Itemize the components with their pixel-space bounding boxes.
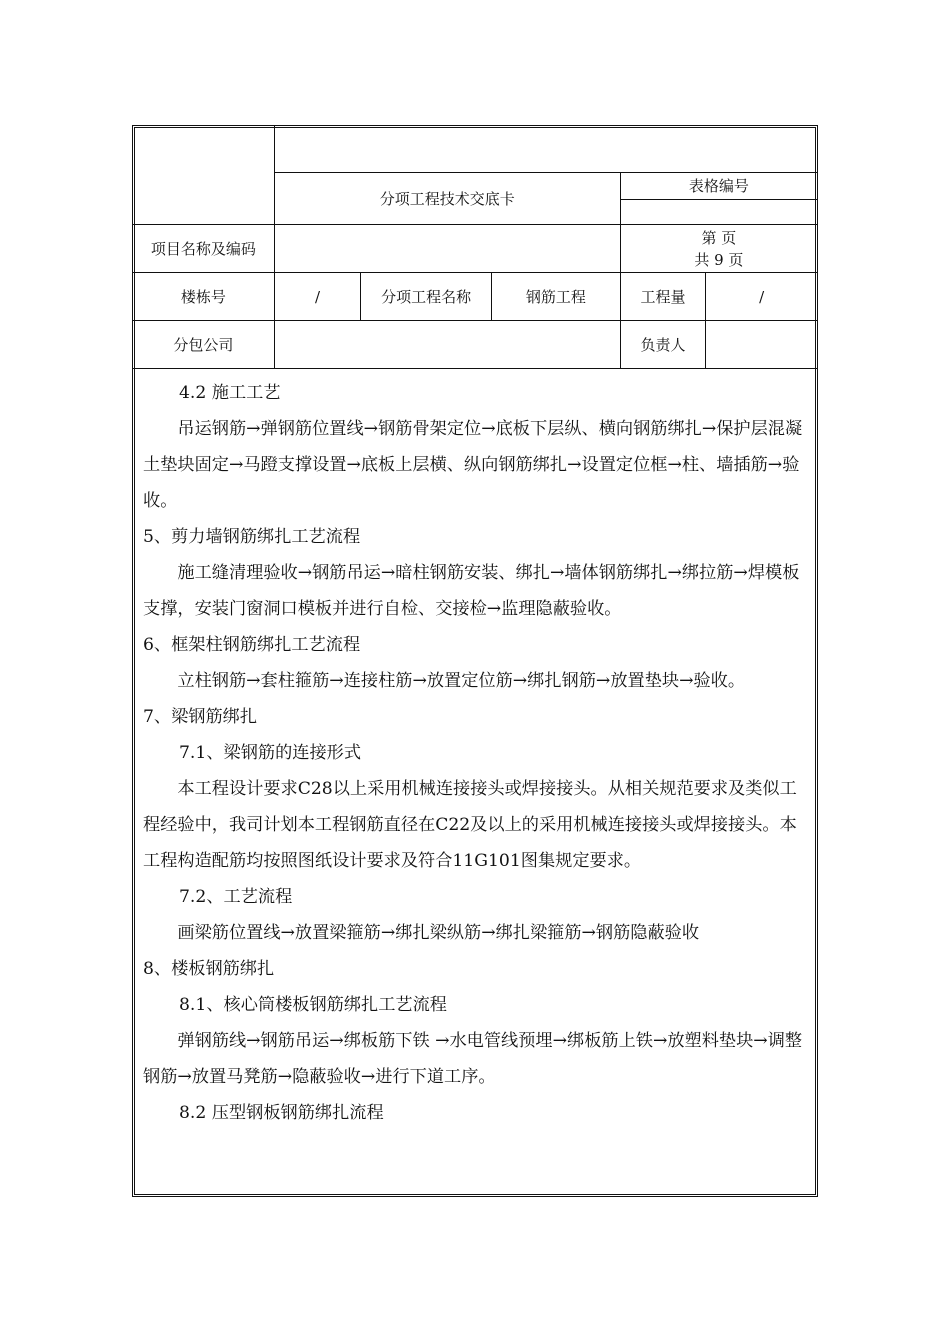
project-label: 项目名称及编码: [133, 225, 275, 273]
project-value[interactable]: [274, 225, 620, 273]
page-info: [620, 225, 817, 273]
responsible-value[interactable]: [706, 321, 818, 369]
section-heading: 8.1、核心筒楼板钢筋绑扎工艺流程: [179, 995, 447, 1015]
section-heading: 4.2 施工工艺: [179, 383, 281, 403]
body-paragraph: 立柱钢筋→套柱箍筋→连接柱筋→放置定位筋→绑扎钢筋→放置垫块→验收。: [177, 671, 746, 691]
responsible-label: 负责人: [620, 321, 705, 369]
body-paragraph: 画梁筋位置线→放置梁箍筋→绑扎梁纵筋→绑扎梁箍筋→钢筋隐蔽验收: [177, 923, 700, 943]
quantity-value[interactable]: /: [706, 273, 818, 321]
section-heading: 7、梁钢筋绑扎: [143, 707, 258, 727]
document-body: [143, 375, 811, 1131]
page-current: 第 页: [701, 228, 737, 247]
body-paragraph: 弹钢筋线→钢筋吊运→绑板筋下铁 →水电管线预埋→绑板筋上铁→放塑料垫块→调整钢筋→放置马凳筋→隐蔽验收→进行下道工序。: [143, 1031, 803, 1087]
body-paragraph: 施工缝清理验收→钢筋吊运→暗柱钢筋安装、绑扎→墙体钢筋绑扎→绑拉筋→焊模板支撑，安装门窗洞口模板并进行自检、交接检→监理隐蔽验收。: [143, 563, 800, 619]
subcontractor-value[interactable]: [274, 321, 620, 369]
form-code-label: 表格编号: [620, 173, 817, 200]
body-paragraph: 本工程设计要求C28以上采用机械连接接头或焊接接头。从相关规范要求及类似工程经验中，我司计划本工程钢筋直径在C22及以上的采用机械连接接头或焊接接头。本工程构造配筋均按照图纸设计要求及符合11G101图集规定要求。: [143, 779, 797, 871]
page-total: 共 9 页: [694, 250, 744, 269]
section-heading: 7.2、工艺流程: [179, 887, 293, 907]
section-heading: 5、剪力墙钢筋绑扎工艺流程: [143, 527, 361, 547]
header-blank-left: [133, 126, 275, 225]
header-blank-top: [274, 126, 817, 173]
building-label: 楼栋号: [133, 273, 275, 321]
section-heading: 8.2 压型钢板钢筋绑扎流程: [179, 1103, 384, 1123]
form-title: 分项工程技术交底卡: [274, 173, 620, 225]
section-heading: 6、框架柱钢筋绑扎工艺流程: [143, 635, 361, 655]
header-table: [132, 125, 818, 369]
body-paragraph: 吊运钢筋→弹钢筋位置线→钢筋骨架定位→底板下层纵、横向钢筋绑扎→保护层混凝土垫块固定→马蹬支撑设置→底板上层横、纵向钢筋绑扎→设置定位框→柱、墙插筋→验收。: [143, 419, 803, 511]
subcontractor-label: 分包公司: [133, 321, 275, 369]
section-heading: 8、楼板钢筋绑扎: [143, 959, 275, 979]
section-heading: 7.1、梁钢筋的连接形式: [179, 743, 362, 763]
subitem-label: 分项工程名称: [361, 273, 492, 321]
subitem-value[interactable]: 钢筋工程: [492, 273, 621, 321]
form-code-value[interactable]: [620, 200, 817, 225]
building-value[interactable]: /: [274, 273, 360, 321]
quantity-label: 工程量: [620, 273, 705, 321]
